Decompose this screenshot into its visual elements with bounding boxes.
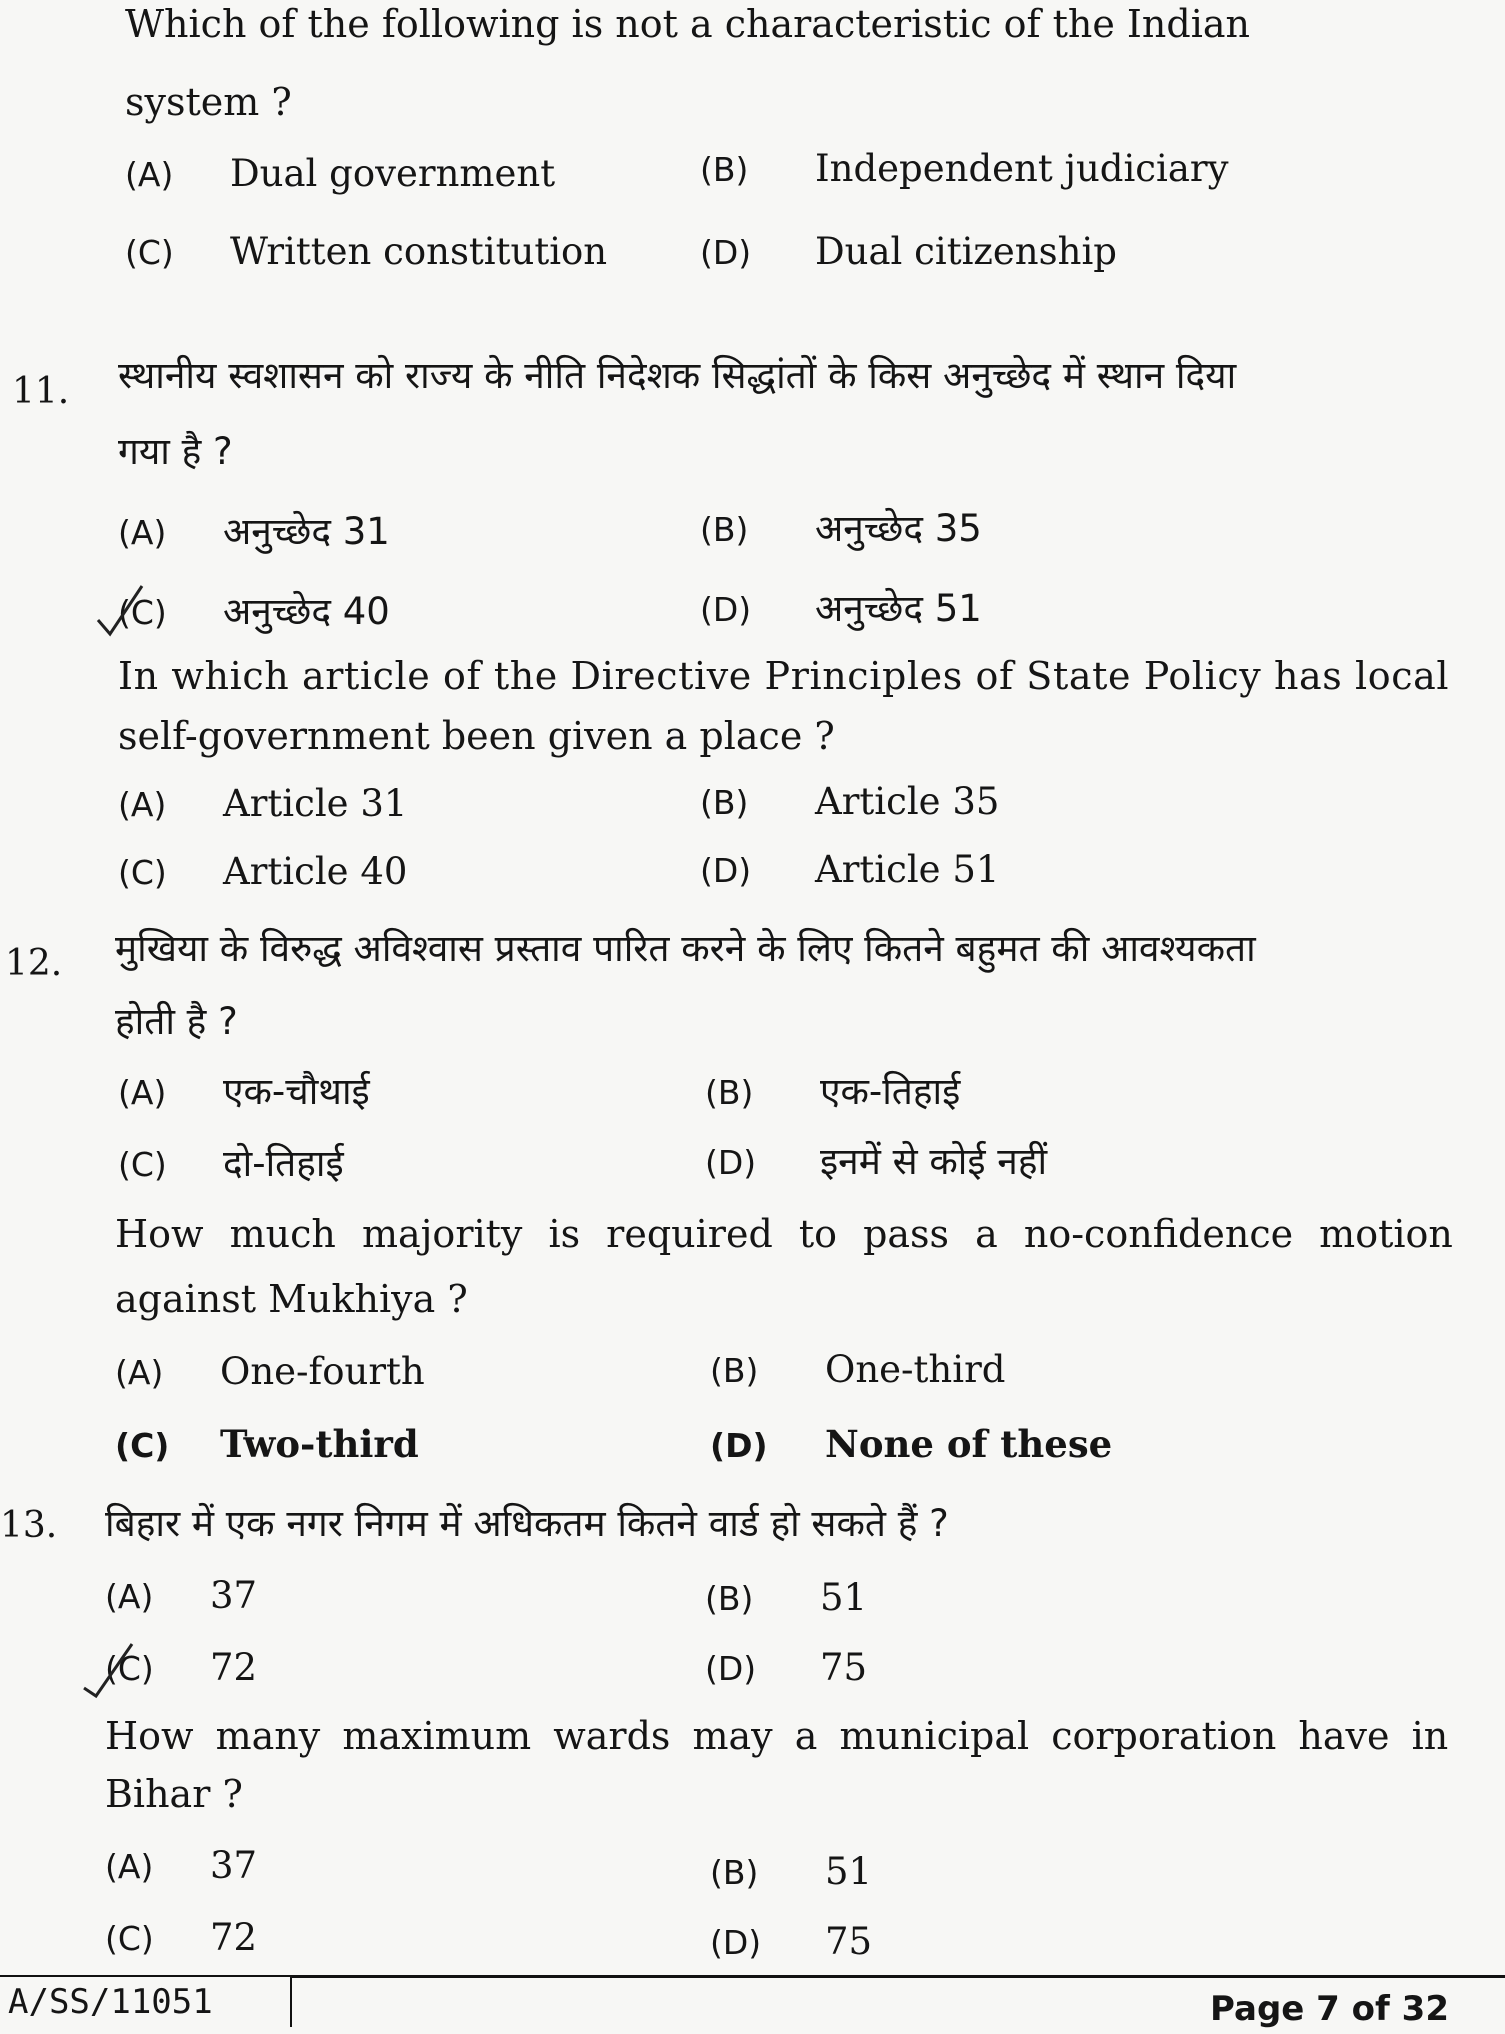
- page-number: Page 7 of 32: [1210, 1989, 1449, 2029]
- q13-hindi-line1: बिहार में एक नगर निगम में अधिकतम कितने वार्ड हो सकते हैं ?: [105, 1502, 949, 1545]
- q13-english-option-c: (C) 72: [105, 1916, 258, 1959]
- q11-english-line1: In which article of the Directive Principles of State Policy has local: [118, 654, 1450, 698]
- q11-hindi-option-c: (C) अनुच्छेद 40: [118, 590, 390, 633]
- q12-number: 12.: [5, 943, 63, 984]
- q11-english-option-d: (D) Article 51: [700, 848, 1000, 891]
- q11-english-line2: self-government been given a place ?: [118, 714, 835, 758]
- q13-english-line1: How many maximum wards may a municipal corporation have in: [105, 1714, 1449, 1758]
- q10-english-line2: system ?: [125, 80, 292, 124]
- q12-hindi-option-b: (B) एक-तिहाई: [705, 1070, 961, 1113]
- q10-option-c: (C) Written constitution: [125, 230, 608, 273]
- exam-code: A/SS/11051: [0, 1975, 292, 2027]
- q12-english-line2: against Mukhiya ?: [115, 1277, 468, 1321]
- q10-option-a: (A) Dual government: [125, 152, 556, 195]
- q12-hindi-line2: होती है ?: [115, 1000, 238, 1043]
- q12-english-option-c: (C) Two-third: [115, 1422, 419, 1466]
- q13-hindi-option-a: (A) 37: [105, 1574, 258, 1617]
- q13-english-option-b: (B) 51: [710, 1850, 873, 1893]
- q13-hindi-option-c: (C) 72: [105, 1646, 258, 1689]
- q10-english-line1: Which of the following is not a characteristic of the Indian: [125, 2, 1251, 46]
- q13-number: 13.: [0, 1505, 58, 1546]
- footer-divider: [292, 1975, 1505, 1978]
- q10-option-d: (D) Dual citizenship: [700, 230, 1117, 273]
- q11-english-option-b: (B) Article 35: [700, 780, 1000, 823]
- q11-number: 11.: [12, 371, 70, 412]
- q11-hindi-option-a: (A) अनुच्छेद 31: [118, 510, 390, 553]
- q13-english-option-d: (D) 75: [710, 1920, 873, 1963]
- q12-hindi-option-c: (C) दो-तिहाई: [118, 1142, 344, 1185]
- q10-option-b: (B) Independent judiciary: [700, 147, 1229, 190]
- q11-english-option-a: (A) Article 31: [118, 782, 408, 825]
- q11-hindi-line2: गया है ?: [118, 430, 233, 473]
- q11-hindi-option-b: (B) अनुच्छेद 35: [700, 507, 982, 550]
- q12-hindi-option-a: (A) एक-चौथाई: [118, 1070, 370, 1113]
- q12-hindi-line1: मुखिया के विरुद्ध अविश्वास प्रस्ताव पारित करने के लिए कितने बहुमत की आवश्यकता: [115, 927, 1256, 970]
- q12-english-option-d: (D) None of these: [710, 1422, 1113, 1466]
- q12-hindi-option-d: (D) इनमें से कोई नहीं: [705, 1140, 1048, 1183]
- q13-english-line2: Bihar ?: [105, 1772, 243, 1816]
- q12-english-option-b: (B) One-third: [710, 1348, 1006, 1391]
- q11-hindi-line1: स्थानीय स्वशासन को राज्य के नीति निदेशक सिद्धांतों के किस अनुच्छेद में स्थान दिया: [118, 354, 1237, 397]
- q11-english-option-c: (C) Article 40: [118, 850, 408, 893]
- q13-hindi-option-d: (D) 75: [705, 1646, 868, 1689]
- q12-english-line1: How much majority is required to pass a no-confidence motion: [115, 1212, 1453, 1256]
- q13-english-option-a: (A) 37: [105, 1844, 258, 1887]
- q11-hindi-option-d: (D) अनुच्छेद 51: [700, 587, 982, 630]
- q12-english-option-a: (A) One-fourth: [115, 1350, 425, 1393]
- q13-hindi-option-b: (B) 51: [705, 1576, 868, 1619]
